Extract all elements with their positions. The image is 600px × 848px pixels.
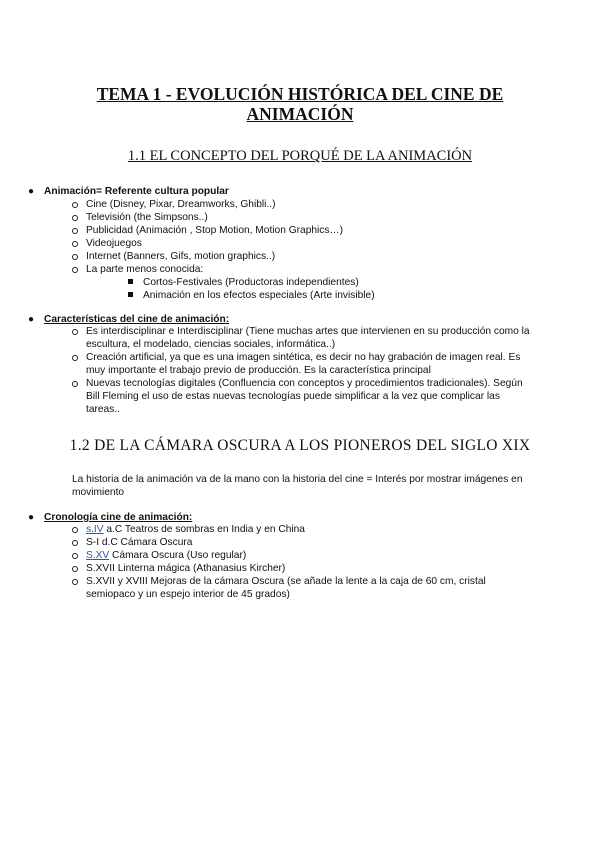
list-item: Publicidad (Animación , Stop Motion, Motion Graphics…) <box>86 225 344 236</box>
circle-bullet-icon <box>72 241 78 247</box>
bullet-label-animacion: Animación= Referente cultura popular <box>44 186 229 197</box>
list-item-line: Es interdisciplinar e Interdisciplinar (Tiene muchas artes que intervienen en su producción como la <box>86 326 530 337</box>
list-item: Videojuegos <box>86 238 142 249</box>
circle-bullet-icon <box>72 267 78 273</box>
circle-bullet-icon <box>72 527 78 533</box>
intro-line-1: La historia de la animación va de la mano con la historia del cine = Interés por mostrar imágenes en <box>72 474 523 485</box>
list-item-text: a.C Teatros de sombras en India y en China <box>103 524 305 535</box>
bullet-dot: ● <box>28 512 35 523</box>
circle-bullet-icon <box>72 215 78 221</box>
circle-bullet-icon <box>72 202 78 208</box>
link-sxv[interactable]: S.XV <box>86 550 110 561</box>
list-item-line: Creación artificial, ya que es una imagen sintética, es decir no hay grabación de imagen real. Es <box>86 352 521 363</box>
list-item-line: Nuevas tecnologías digitales (Confluencia con conceptos y procedimientos tradicionales). Según <box>86 378 523 389</box>
list-item-line: muy importante el trabajo previo de producción. Es la característica principal <box>86 365 431 376</box>
list-item <box>86 523 305 536</box>
bullet-label-cronologia: Cronología cine de animación: <box>44 512 193 523</box>
sub-list-item: Animación en los efectos especiales (Arte invisible) <box>143 290 375 301</box>
circle-bullet-icon <box>72 579 78 585</box>
link-siv[interactable]: s.IV <box>86 524 104 535</box>
list-item <box>86 549 246 562</box>
bullet-label-caracteristicas: Características del cine de animación: <box>44 314 230 325</box>
list-item: Cine (Disney, Pixar, Dreamworks, Ghibli..) <box>86 199 276 210</box>
list-item-line: S.XVII y XVIII Mejoras de la cámara Oscura (se añade la lente a la caja de 60 cm, cristal <box>86 576 486 587</box>
section-heading-2: 1.2 DE LA CÁMARA OSCURA A LOS PIONEROS DEL SIGLO XIX <box>69 437 531 454</box>
list-item: S.XVII Linterna mágica (Athanasius Kircher) <box>86 563 286 574</box>
sub-list-item: Cortos-Festivales (Productoras independientes) <box>143 277 359 288</box>
title-line-2: ANIMACIÓN <box>246 104 354 124</box>
list-item-line: tareas.. <box>86 404 120 415</box>
list-item-text: Cámara Oscura (Uso regular) <box>109 550 247 561</box>
list-item-line: Bill Fleming el uso de estas nuevas tecnologías puede simplificar a la vez que complicar las <box>86 391 500 402</box>
circle-bullet-icon <box>72 329 78 335</box>
square-bullet-icon <box>128 279 133 284</box>
list-item: La parte menos conocida: <box>86 264 204 275</box>
circle-bullet-icon <box>72 553 78 559</box>
section-heading-1: 1.1 EL CONCEPTO DEL PORQUÉ DE LA ANIMACIÓN <box>127 148 473 164</box>
circle-bullet-icon <box>72 540 78 546</box>
title-line-1: TEMA 1 - EVOLUCIÓN HISTÓRICA DEL CINE DE <box>96 84 504 104</box>
list-item-line: semiopaco y un espejo interior de 45 grados) <box>86 589 290 600</box>
circle-bullet-icon <box>72 381 78 387</box>
circle-bullet-icon <box>72 228 78 234</box>
list-item: Televisión (the Simpsons..) <box>86 212 208 223</box>
bullet-dot: ● <box>28 186 35 197</box>
list-item: Internet (Banners, Gifs, motion graphics..) <box>86 251 276 262</box>
page-title <box>0 84 600 124</box>
bullet-dot: ● <box>28 314 35 325</box>
circle-bullet-icon <box>72 254 78 260</box>
list-item-line: escultura, el modelado, ciencias sociales, informática..) <box>86 339 336 350</box>
square-bullet-icon <box>128 292 133 297</box>
intro-line-2: movimiento <box>72 487 125 498</box>
circle-bullet-icon <box>72 355 78 361</box>
circle-bullet-icon <box>72 566 78 572</box>
list-item: S-I d.C Cámara Oscura <box>86 537 193 548</box>
